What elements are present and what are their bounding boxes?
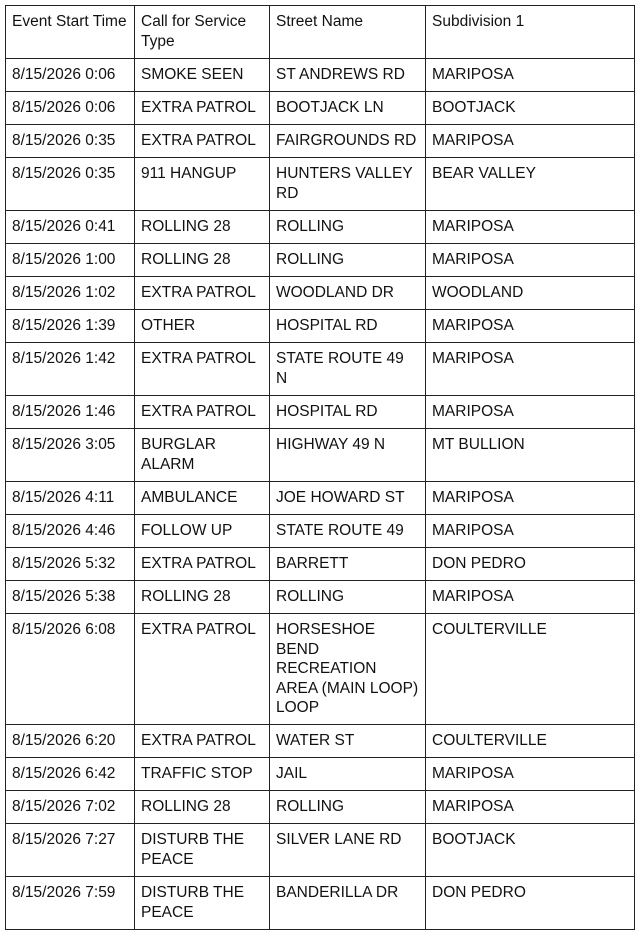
- cell-street-name: ROLLING: [270, 791, 426, 824]
- cell-subdivision: MARIPOSA: [426, 244, 635, 277]
- table-body: [6, 59, 635, 930]
- cell-street-name: HORSESHOE BEND RECREATION AREA (MAIN LOOP) LOOP: [270, 614, 426, 725]
- table-header-row: [6, 6, 635, 59]
- column-header-event-start-time: Event Start Time: [6, 6, 135, 59]
- cell-call-type: EXTRA PATROL: [135, 277, 270, 310]
- cell-street-name: ROLLING: [270, 211, 426, 244]
- cell-event-start-time: 8/15/2026 0:35: [6, 125, 135, 158]
- cell-subdivision: BEAR VALLEY: [426, 158, 635, 211]
- cell-subdivision: MARIPOSA: [426, 581, 635, 614]
- cell-street-name: SILVER LANE RD: [270, 824, 426, 877]
- table-row: [6, 277, 635, 310]
- cell-event-start-time: 8/15/2026 4:46: [6, 515, 135, 548]
- cell-event-start-time: 8/15/2026 1:42: [6, 343, 135, 396]
- cell-street-name: HOSPITAL RD: [270, 396, 426, 429]
- cell-street-name: WOODLAND DR: [270, 277, 426, 310]
- cell-subdivision: BOOTJACK: [426, 824, 635, 877]
- column-header-subdivision: Subdivision 1: [426, 6, 635, 59]
- table-row: [6, 581, 635, 614]
- cell-subdivision: WOODLAND: [426, 277, 635, 310]
- cell-subdivision: DON PEDRO: [426, 877, 635, 930]
- cell-call-type: OTHER: [135, 310, 270, 343]
- table-row: [6, 310, 635, 343]
- cell-call-type: ROLLING 28: [135, 791, 270, 824]
- cell-call-type: ROLLING 28: [135, 211, 270, 244]
- cell-call-type: EXTRA PATROL: [135, 548, 270, 581]
- cell-event-start-time: 8/15/2026 5:32: [6, 548, 135, 581]
- cell-event-start-time: 8/15/2026 6:08: [6, 614, 135, 725]
- cell-subdivision: MARIPOSA: [426, 791, 635, 824]
- table-row: [6, 791, 635, 824]
- cell-event-start-time: 8/15/2026 7:02: [6, 791, 135, 824]
- cell-call-type: BURGLAR ALARM: [135, 429, 270, 482]
- cell-street-name: FAIRGROUNDS RD: [270, 125, 426, 158]
- cell-subdivision: MARIPOSA: [426, 343, 635, 396]
- column-header-call-type: Call for Service Type: [135, 6, 270, 59]
- calls-for-service-table: [5, 5, 635, 930]
- table-row: [6, 59, 635, 92]
- cell-street-name: JAIL: [270, 758, 426, 791]
- table-row: [6, 396, 635, 429]
- table-row: [6, 824, 635, 877]
- table-row: [6, 429, 635, 482]
- cell-subdivision: COULTERVILLE: [426, 725, 635, 758]
- cell-call-type: SMOKE SEEN: [135, 59, 270, 92]
- cell-subdivision: MARIPOSA: [426, 758, 635, 791]
- cell-street-name: BARRETT: [270, 548, 426, 581]
- cell-event-start-time: 8/15/2026 1:02: [6, 277, 135, 310]
- cell-street-name: BANDERILLA DR: [270, 877, 426, 930]
- table-row: [6, 515, 635, 548]
- table-row: [6, 725, 635, 758]
- cell-call-type: DISTURB THE PEACE: [135, 877, 270, 930]
- cell-event-start-time: 8/15/2026 0:35: [6, 158, 135, 211]
- cell-subdivision: MARIPOSA: [426, 211, 635, 244]
- table-row: [6, 125, 635, 158]
- cell-subdivision: MARIPOSA: [426, 515, 635, 548]
- cell-street-name: HOSPITAL RD: [270, 310, 426, 343]
- cell-subdivision: MARIPOSA: [426, 59, 635, 92]
- table-row: [6, 758, 635, 791]
- table-row: [6, 614, 635, 725]
- cell-street-name: STATE ROUTE 49: [270, 515, 426, 548]
- table-row: [6, 158, 635, 211]
- cell-call-type: EXTRA PATROL: [135, 725, 270, 758]
- cell-street-name: JOE HOWARD ST: [270, 482, 426, 515]
- cell-event-start-time: 8/15/2026 0:41: [6, 211, 135, 244]
- table-row: [6, 211, 635, 244]
- cell-subdivision: MT BULLION: [426, 429, 635, 482]
- cell-subdivision: MARIPOSA: [426, 396, 635, 429]
- cell-event-start-time: 8/15/2026 4:11: [6, 482, 135, 515]
- cell-street-name: ROLLING: [270, 581, 426, 614]
- cell-street-name: STATE ROUTE 49 N: [270, 343, 426, 396]
- table-row: [6, 548, 635, 581]
- cell-call-type: ROLLING 28: [135, 581, 270, 614]
- table-row: [6, 343, 635, 396]
- cell-subdivision: COULTERVILLE: [426, 614, 635, 725]
- cell-event-start-time: 8/15/2026 0:06: [6, 92, 135, 125]
- cell-event-start-time: 8/15/2026 0:06: [6, 59, 135, 92]
- cell-event-start-time: 8/15/2026 1:46: [6, 396, 135, 429]
- cell-subdivision: MARIPOSA: [426, 310, 635, 343]
- table-row: [6, 92, 635, 125]
- column-header-street-name: Street Name: [270, 6, 426, 59]
- cell-subdivision: BOOTJACK: [426, 92, 635, 125]
- cell-street-name: BOOTJACK LN: [270, 92, 426, 125]
- cell-street-name: WATER ST: [270, 725, 426, 758]
- cell-call-type: 911 HANGUP: [135, 158, 270, 211]
- cell-event-start-time: 8/15/2026 3:05: [6, 429, 135, 482]
- cell-call-type: ROLLING 28: [135, 244, 270, 277]
- cell-subdivision: MARIPOSA: [426, 125, 635, 158]
- cell-subdivision: MARIPOSA: [426, 482, 635, 515]
- cell-call-type: EXTRA PATROL: [135, 396, 270, 429]
- cell-call-type: EXTRA PATROL: [135, 92, 270, 125]
- cell-event-start-time: 8/15/2026 7:59: [6, 877, 135, 930]
- cell-street-name: ROLLING: [270, 244, 426, 277]
- cell-event-start-time: 8/15/2026 1:00: [6, 244, 135, 277]
- cell-call-type: EXTRA PATROL: [135, 125, 270, 158]
- table-row: [6, 244, 635, 277]
- cell-call-type: EXTRA PATROL: [135, 343, 270, 396]
- cell-call-type: AMBULANCE: [135, 482, 270, 515]
- cell-street-name: HUNTERS VALLEY RD: [270, 158, 426, 211]
- cell-event-start-time: 8/15/2026 6:20: [6, 725, 135, 758]
- cell-call-type: FOLLOW UP: [135, 515, 270, 548]
- cell-street-name: ST ANDREWS RD: [270, 59, 426, 92]
- cell-event-start-time: 8/15/2026 6:42: [6, 758, 135, 791]
- cell-event-start-time: 8/15/2026 5:38: [6, 581, 135, 614]
- table-row: [6, 877, 635, 930]
- cell-call-type: TRAFFIC STOP: [135, 758, 270, 791]
- cell-street-name: HIGHWAY 49 N: [270, 429, 426, 482]
- cell-call-type: EXTRA PATROL: [135, 614, 270, 725]
- cell-subdivision: DON PEDRO: [426, 548, 635, 581]
- cell-call-type: DISTURB THE PEACE: [135, 824, 270, 877]
- cell-event-start-time: 8/15/2026 1:39: [6, 310, 135, 343]
- cell-event-start-time: 8/15/2026 7:27: [6, 824, 135, 877]
- table-row: [6, 482, 635, 515]
